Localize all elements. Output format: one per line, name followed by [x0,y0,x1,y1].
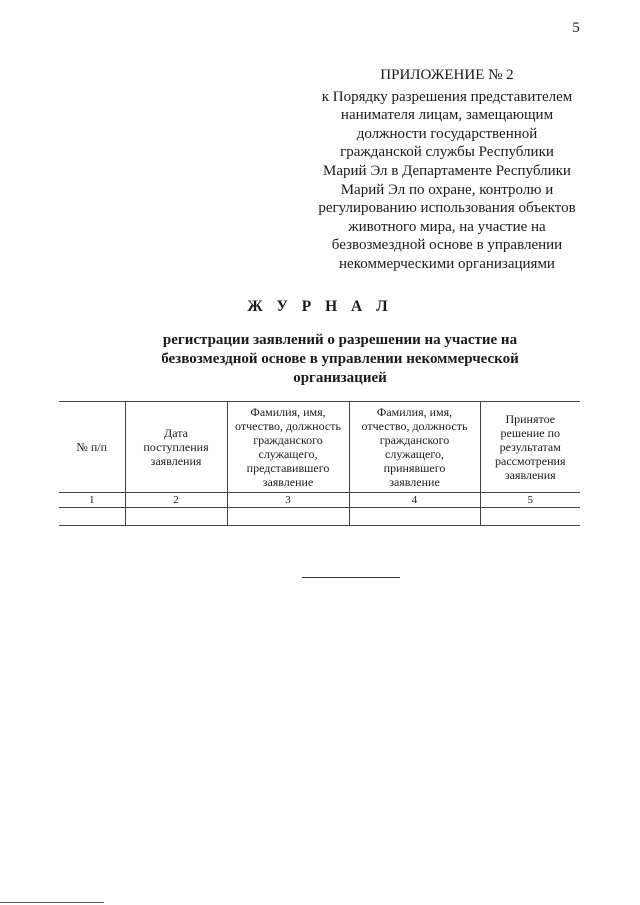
column-number: 5 [480,493,580,508]
end-of-document-line [302,577,400,578]
appendix-line: Марий Эл в Департаменте Республики [323,162,571,179]
appendix-line: безвозмездной основе в управлении [331,237,563,254]
header-text: заявления [504,468,556,482]
column-number-row [59,493,580,508]
appendix-line: некоммерческими организациями [339,255,555,272]
appendix-line: должности государственной [356,125,538,142]
page-number: 5 [572,20,580,36]
column-number: 3 [227,493,349,508]
header-text: поступления [143,440,209,454]
header-text: гражданского [379,433,450,447]
header-text: гражданского [253,433,323,447]
header-text: отчество, должность [235,419,341,433]
appendix-title: ПРИЛОЖЕНИЕ № 2 [380,67,514,83]
column-number: 2 [125,493,227,508]
header-text: № п/п [76,440,108,454]
table-header-row [59,402,580,493]
appendix-line: животного мира, на участие на [348,218,546,235]
appendix-line: Марий Эл по охране, контролю и [340,181,554,198]
journal-subtitle [150,331,530,388]
header-text: Фамилия, имя, [250,405,326,419]
appendix-block [306,66,588,274]
header-text: Принятое [505,412,556,426]
appendix-line: гражданской службы Республики [340,144,554,161]
journal-subtitle-line: регистрации заявлений о разрешении на участие на [162,332,518,348]
table-cell [227,508,349,526]
journal-subtitle-line: организацией [293,370,387,386]
header-text: решение по [500,426,560,440]
header-text: заявления [150,454,202,468]
table-cell [125,508,227,526]
table-row [59,508,580,526]
header-cell-submitter [227,402,349,493]
column-number: 1 [59,493,125,508]
header-text: представившего [246,461,330,475]
table-cell [480,508,580,526]
header-cell-decision [480,402,580,493]
header-text: Дата [164,426,188,440]
header-text: заявление [262,475,314,489]
header-text: результатам [499,440,561,454]
header-cell-date [125,402,227,493]
header-cell-receiver [349,402,480,493]
header-text: служащего, [385,447,444,461]
appendix-line: нанимателя лицам, замещающим [340,107,554,124]
header-cell-number [59,402,125,493]
column-number: 4 [349,493,480,508]
footnote-separator [0,902,104,903]
appendix-line: регулированию использования объектов [318,200,576,217]
header-text: отчество, должность [361,419,468,433]
appendix-line: к Порядку разрешения представителем [321,88,573,105]
header-text: служащего, [258,447,318,461]
journal-table [59,401,580,526]
table-cell [349,508,480,526]
header-text: принявшего [383,461,446,475]
table-cell [59,508,125,526]
header-text: Фамилия, имя, [376,405,453,419]
journal-title: Ж У Р Н А Л [247,298,393,315]
header-text: заявление [389,475,440,489]
journal-subtitle-line: безвозмездной основе в управлении некоммерческой [161,351,519,367]
header-text: рассмотрения [495,454,566,468]
